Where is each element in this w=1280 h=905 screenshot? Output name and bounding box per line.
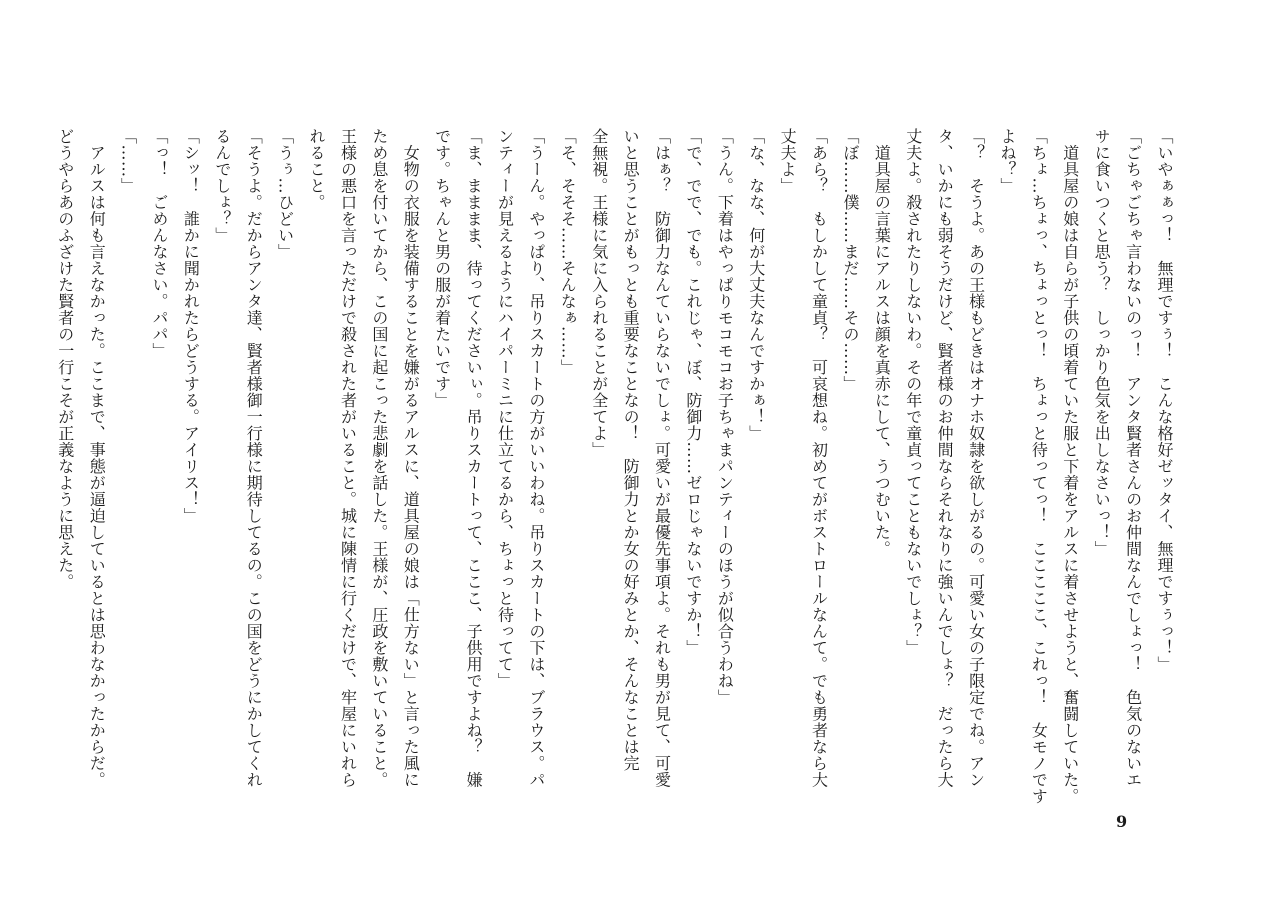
text-line: 道具屋の娘は自らが子供の頃着ていた服と下着をアルスに着させようと、奮闘していた。: [1060, 128, 1080, 805]
text-line: 「うぅ…ひどい」: [275, 128, 295, 260]
text-line: どうやらあのふざけた賢者の一行こそが正義なように思えた。: [55, 128, 75, 590]
text-line: 全無視。王様に気に入られることが全てよ」: [589, 128, 609, 458]
text-line: ンティーが見えるようにハイパーミニに仕立てるから、ちょっと待ってて」: [495, 128, 515, 689]
text-line: 「はぁ？ 防御力なんていらないでしょ。可愛いが最優先事項よ。それも男が見て、可愛: [652, 128, 672, 788]
text-line: 「？ そうよ。あの王様もどきはオナホ奴隷を欲しがるの。可愛い女の子限定でね。アン: [966, 128, 986, 788]
text-line: 「ぼ……僕……まだ……その……」: [840, 128, 860, 392]
page-number: 9: [1116, 812, 1128, 831]
text-line: 「ごちゃごちゃ言わないのっ！ アンタ賢者さんのお仲間なんでしょっ！ 色気のないエ: [1123, 128, 1143, 788]
text-line: 「ま、まままま、待ってくださいぃ。吊りスカートって、こここ、子供用ですよね？ 嫌: [464, 128, 484, 788]
text-line: 「……」: [118, 128, 138, 194]
text-line: サに食いつくと思う？ しっかり色気を出しなさいっ！」: [1092, 128, 1112, 557]
text-line: るんでしょ？」: [212, 128, 232, 244]
text-line: 女物の衣服を装備することを嫌がるアルスに、道具屋の娘は「仕方ない」と言った風に: [401, 128, 421, 788]
text-line: タ、いかにも弱そうだけど、賢者様のお仲間ならそれなりに強いんでしょ？ だったら大: [935, 128, 955, 788]
text-line: 道具屋の言葉にアルスは顔を真赤にして、うつむいた。: [872, 128, 892, 557]
vertical-text-body: [55, 128, 1180, 808]
text-line: いと思うことがもっとも重要なことなの！ 防御力とか女の好みとか、そんなことは完: [621, 128, 641, 772]
text-line: れること。: [307, 128, 327, 211]
text-line: 「ちょ…ちょっ、ちょっとっ！ ちょっと待ってっ！ こここここ、これっ！ 女モノです: [1029, 128, 1049, 805]
text-line: 丈夫よ。殺されたりしないわ。その年で童貞ってこともないでしょ？」: [903, 128, 923, 656]
text-line: 丈夫よ」: [778, 128, 798, 194]
text-line: ため息を付いてから、この国に起こった悲劇を話した。王様が、圧政を敷いていること。: [369, 128, 389, 788]
text-line: 「うーん。やっぱり、吊りスカートの方がいいわね。吊りスカートの下は、ブラウス。パ: [526, 128, 546, 788]
text-line: アルスは何も言えなかった。ここまで、事態が逼迫しているとは思わなかったからだ。: [87, 128, 107, 788]
text-line: 「シッ！ 誰かに聞かれたらどうする。アイリス！」: [181, 128, 201, 524]
text-line: 「っ！ ごめんなさい。パパ」: [150, 128, 169, 359]
text-line: 「あら？ もしかして童貞？ 可哀想ね。初めてがボストロールなんて。でも勇者なら大: [809, 128, 829, 788]
text-line: 「そ、そそそ……そんなぁ……」: [558, 128, 578, 376]
text-line: です。ちゃんと男の服が着たいです」: [432, 128, 452, 409]
text-line: 「うん。下着はやっぱりモコモコお子ちゃまパンティーのほうが似合うわね」: [715, 128, 735, 706]
text-line: 「そうよ。だからアンタ達、賢者様御一行様に期待してるの。この国をどうにかしてくれ: [244, 128, 264, 788]
text-line: 「な、なな、何が大丈夫なんですかぁ！」: [746, 128, 766, 442]
text-line: よね？」: [997, 128, 1017, 194]
text-line: 「で、でで、でも。これじゃ、ぼ、防御力……ゼロじゃないですか！」: [683, 128, 703, 656]
text-line: 「いやぁぁっ！ 無理ですぅ！ こんな格好ゼッタイ、無理ですぅっ！」: [1155, 128, 1174, 673]
text-line: 王様の悪口を言っただけで殺された者がいること。城に陳情に行くだけで、牢屋にいれら: [338, 128, 358, 788]
